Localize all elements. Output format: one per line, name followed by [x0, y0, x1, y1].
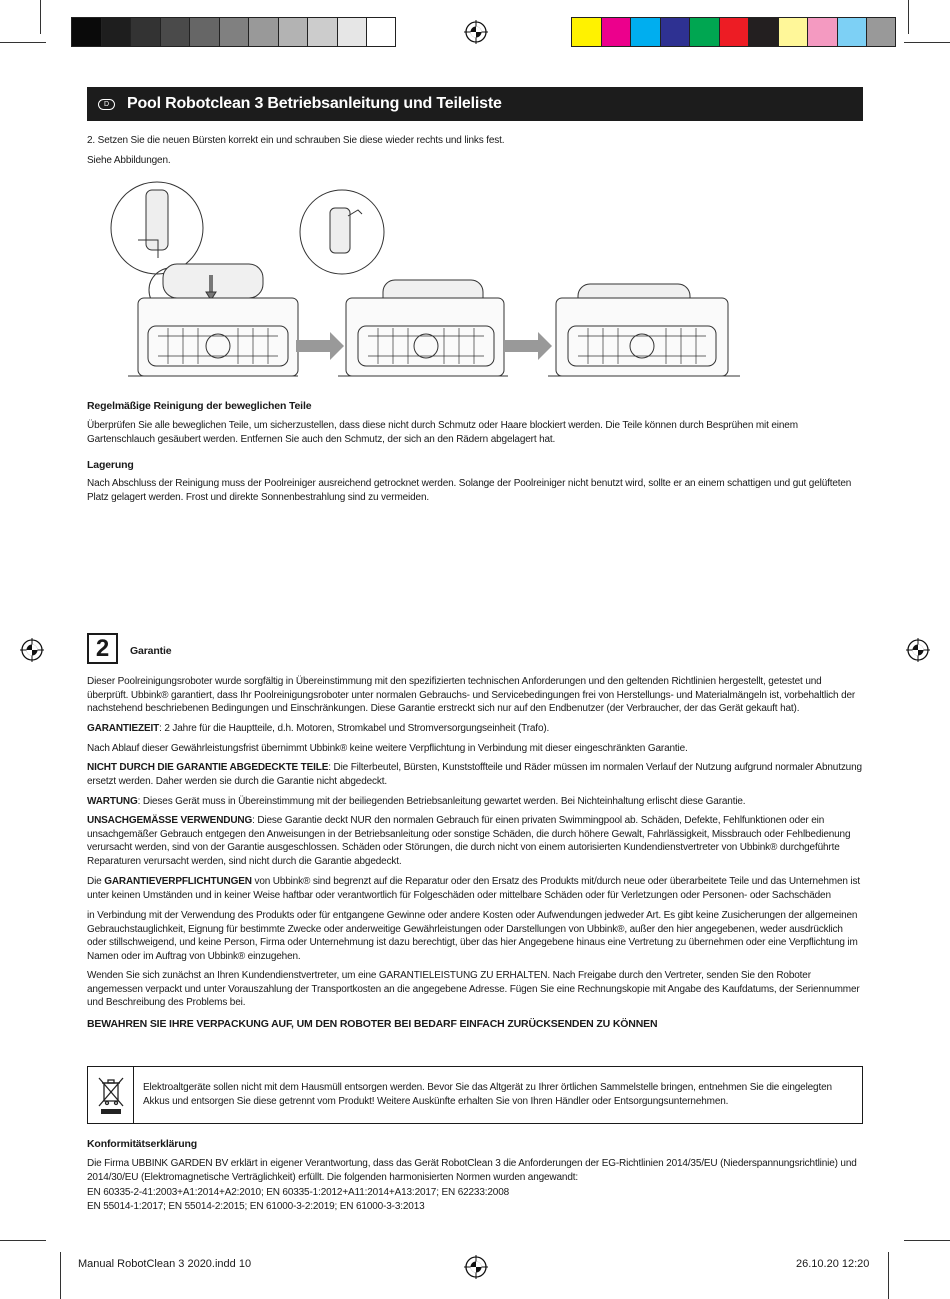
crossed-bin-icon — [96, 1075, 126, 1115]
step-line-2: Siehe Abbildungen. — [87, 155, 171, 166]
step-line-1: 2. Setzen Sie die neuen Bürsten korrekt ein und schrauben Sie diese wieder rechts und links fest. — [87, 135, 505, 146]
registration-mark-icon — [464, 20, 488, 44]
color-swatch — [278, 17, 308, 47]
obligations-text: von Ubbink® sind begrenzt auf die Reparatur oder den Ersatz des Produkts mit/durch neue oder überarbeitete Teile und das Unternehmen ist unter keinen Umständen und in keiner Weise haftbar oder verantwortlich für Folgeschäden oder mittelbare Schäden oder für Verletzungen oder Personen- oder Sachschäden — [87, 876, 860, 901]
color-swatch — [189, 17, 219, 47]
color-swatch — [807, 17, 837, 47]
warranty-period — [87, 722, 863, 736]
footer-date: 26.10.20 12:20 — [796, 1258, 870, 1270]
color-swatch — [101, 17, 131, 47]
crop-mark — [0, 42, 46, 43]
gray-color-bar — [71, 17, 396, 47]
conformity-text: Die Firma UBBINK GARDEN BV erklärt in eigener Verantwortung, dass das Gerät RobotClean 3 die Anforderungen der EG-Richtlinien 2014/35/EU (Niederspannungsrichtlinie) und 2014/30/EU (Elektromagnetische Verträglichkeit) erfüllt. Die folgenden harmonisierten Normen wurden angewandt: — [87, 1158, 857, 1183]
maintenance-label: WARTUNG — [87, 796, 138, 807]
color-swatch — [601, 17, 631, 47]
cleaning-heading: Regelmäßige Reinigung der beweglichen Teile — [87, 400, 312, 412]
registration-mark-icon — [464, 1255, 488, 1279]
warranty-contact: Wenden Sie sich zunächst an Ihren Kundendienstvertreter, um eine GARANTIELEISTUNG ZU ERHALTEN. Nach Freigabe durch den Vertreter, senden Sie den Roboter angemessen verpackt und unter Vorauszahlung der Transportkosten an die angegebene Adresse. Fügen Sie eine Rechnungskopie mit Angabe des Kaufdatums, der Seriennummer und Beschreibung des Problems bei. — [87, 970, 860, 1008]
not-covered-label: NICHT DURCH DIE GARANTIE ABGEDECKTE TEILE — [87, 762, 329, 773]
storage-text: Nach Abschluss der Reinigung muss der Poolreiniger ausreichend getrocknet werden. Solange der Poolreiniger nicht benutzt wird, sollte er an einem schattigen und gut gelüfteten Platz gelagert werden. Frost und direkte Sonnenbestrahlung sind zu vermeiden. — [87, 478, 852, 503]
page-title: Pool Robotclean 3 Betriebsanleitung und Teileliste — [127, 95, 502, 112]
robot-figure-3 — [548, 284, 740, 376]
registration-mark-icon — [20, 638, 44, 662]
conformity-heading: Konformitätserklärung — [87, 1138, 198, 1150]
process-color-bar — [571, 17, 896, 47]
obligations-prefix: Die — [87, 876, 105, 887]
warranty-period-text: : 2 Jahre für die Hauptteile, d.h. Motoren, Stromkabel und Stromversorgungseinheit (Trafo). — [159, 723, 550, 734]
crop-mark — [0, 1240, 46, 1241]
color-swatch — [778, 17, 808, 47]
footer-file-name: Manual RobotClean 3 2020.indd 10 — [78, 1258, 252, 1270]
warranty-period-label: GARANTIEZEIT — [87, 723, 160, 734]
maintenance-text: : Dieses Gerät muss in Übereinstimmung mit der beiliegenden Betriebsanleitung gewartet werden. Bei Nichteinhaltung erlischt diese Garantie. — [137, 796, 746, 807]
language-badge: D — [98, 99, 115, 110]
color-swatch — [630, 17, 660, 47]
crop-mark — [904, 1240, 950, 1241]
keep-packaging-notice: BEWAHREN SIE IHRE VERPACKUNG AUF, UM DEN ROBOTER BEI BEDARF EINFACH ZURÜCKSENDEN ZU KÖNNEN — [87, 1018, 658, 1030]
color-swatch — [660, 17, 690, 47]
color-swatch — [160, 17, 190, 47]
color-swatch — [837, 17, 867, 47]
section-number-box: 2 — [87, 633, 118, 664]
crop-mark — [908, 0, 909, 34]
color-swatch — [719, 17, 749, 47]
color-swatch — [366, 17, 396, 47]
warranty-continuation: in Verbindung mit der Verwendung des Produkts oder für entgangene Gewinne oder andere Kosten oder Aufwendungen jedweder Art. Es gibt keine Zusicherungen der allgemeinen Gebrauchstauglichkeit, Eignung für bestimmte Zwecke oder anderweitige Gewährleistungen oder Darstellungen von Ubbink®, außer den hier angegebenen, weder ausdrücklich oder stillschweigend, und keine Person, Firma oder Unternehmung ist dazu berechtigt, über das hier Angegebene hinaus eine Vertretung zu übernehmen oder eine Verpflichtung im Namen oder im Auftrag von Ubbink® einzugehen. — [87, 910, 858, 962]
cleaning-text: Überprüfen Sie alle beweglichen Teile, um sicherzustellen, dass diese nicht durch Schmutz oder Haare blockiert werden. Die Teile können durch Besprühen mit einem Gartenschlauch gesäubert werden. Entfernen Sie auch den Schmutz, der sich an den Rädern abgelagert hat. — [87, 420, 798, 445]
color-swatch — [307, 17, 337, 47]
color-swatch — [71, 17, 101, 47]
warranty-obligations — [87, 875, 863, 902]
conformity-norms-1: EN 60335-2-41:2003+A1:2014+A2:2010; EN 60335-1:2012+A11:2014+A13:2017; EN 62233:2008 — [87, 1187, 510, 1198]
not-covered-text: : Die Filterbeutel, Bürsten, Kunststoffteile und Räder müssen im normalen Verlauf der Nutzung aufgrund normaler Abnutzung ersetzt werden. Daher werden sie durch die Garantie nicht abgedeckt. — [87, 762, 862, 787]
crop-mark — [888, 1252, 889, 1299]
color-swatch — [689, 17, 719, 47]
warranty-heading: Garantie — [130, 645, 172, 657]
color-swatch — [748, 17, 778, 47]
warranty-misuse — [87, 814, 863, 868]
crop-mark — [40, 0, 41, 34]
conformity-norms-2: EN 55014-1:2017; EN 55014-2:2015; EN 61000-3-2:2019; EN 61000-3-3:2013 — [87, 1201, 425, 1212]
misuse-label: UNSACHGEMÄSSE VERWENDUNG — [87, 815, 253, 826]
robot-figure-1 — [111, 182, 298, 376]
weee-text: Elektroaltgeräte sollen nicht mit dem Hausmüll entsorgen werden. Bevor Sie das Altgerät zu Ihrer örtlichen Sammelstelle bringen, entnehmen Sie die eingelegten Akkus und entsorgen Sie diese getrennt vom Produkt! Weitere Auskünfte erhalten Sie von Ihren Händler oder Entsorgungsunternehmen. — [143, 1082, 832, 1107]
color-swatch — [571, 17, 601, 47]
warranty-after: Nach Ablauf dieser Gewährleistungsfrist übernimmt Ubbink® keine weitere Verpflichtung in Verbindung mit dieser eingeschränkten Garantie. — [87, 743, 688, 754]
warranty-not-covered — [87, 761, 863, 788]
obligations-label: GARANTIEVERPFLICHTUNGEN — [104, 876, 252, 887]
storage-heading: Lagerung — [87, 459, 134, 471]
color-swatch — [866, 17, 896, 47]
brush-replacement-illustration — [108, 180, 760, 380]
registration-mark-icon — [906, 638, 930, 662]
misuse-text: : Diese Garantie deckt NUR den normalen Gebrauch für einen privaten Swimmingpool ab. Schäden, Defekte, Fehlfunktionen oder ein unsachgemäßer Gebrauch entgegen den Anweisungen in der Betriebsanleitung oder sonstige Schäden, die durch höhere Gewalt, Fahrlässigkeit, Missbrauch oder Fehlbedienung verursacht werden, sind von der Garantie ausgeschlossen. Schäden oder Störungen, die durch nicht von einem autorisierten Kundendienstvertreter von Ubbink® durchgeführte Reparaturen verursacht werden, sind nicht durch die Garantie abgedeckt. — [87, 815, 851, 867]
color-swatch — [337, 17, 367, 47]
color-swatch — [219, 17, 249, 47]
page-header — [87, 87, 863, 121]
crop-mark — [60, 1252, 61, 1299]
color-swatch — [130, 17, 160, 47]
warranty-maintenance — [87, 795, 863, 809]
crop-mark — [904, 42, 950, 43]
weee-notice-box — [87, 1066, 863, 1124]
warranty-intro: Dieser Poolreinigungsroboter wurde sorgfältig in Übereinstimmung mit den spezifizierten technischen Anforderungen und den geltenden Richtlinien hergestellt, getestet und überprüft. Ubbink® garantiert, dass Ihr Poolreinigungsroboter unter normalen Gebrauchs- und Servicebedingungen frei von Herstellungs- und Materialmängeln ist, vorbehaltlich der nachstehend beschriebenen Bedingungen und Einschränkungen. Diese Garantie erstreckt sich nur auf den Endbenutzer (der Verbraucher, der das Gerät gekauft hat). — [87, 676, 856, 714]
color-swatch — [248, 17, 278, 47]
weee-icon-cell — [88, 1067, 134, 1123]
